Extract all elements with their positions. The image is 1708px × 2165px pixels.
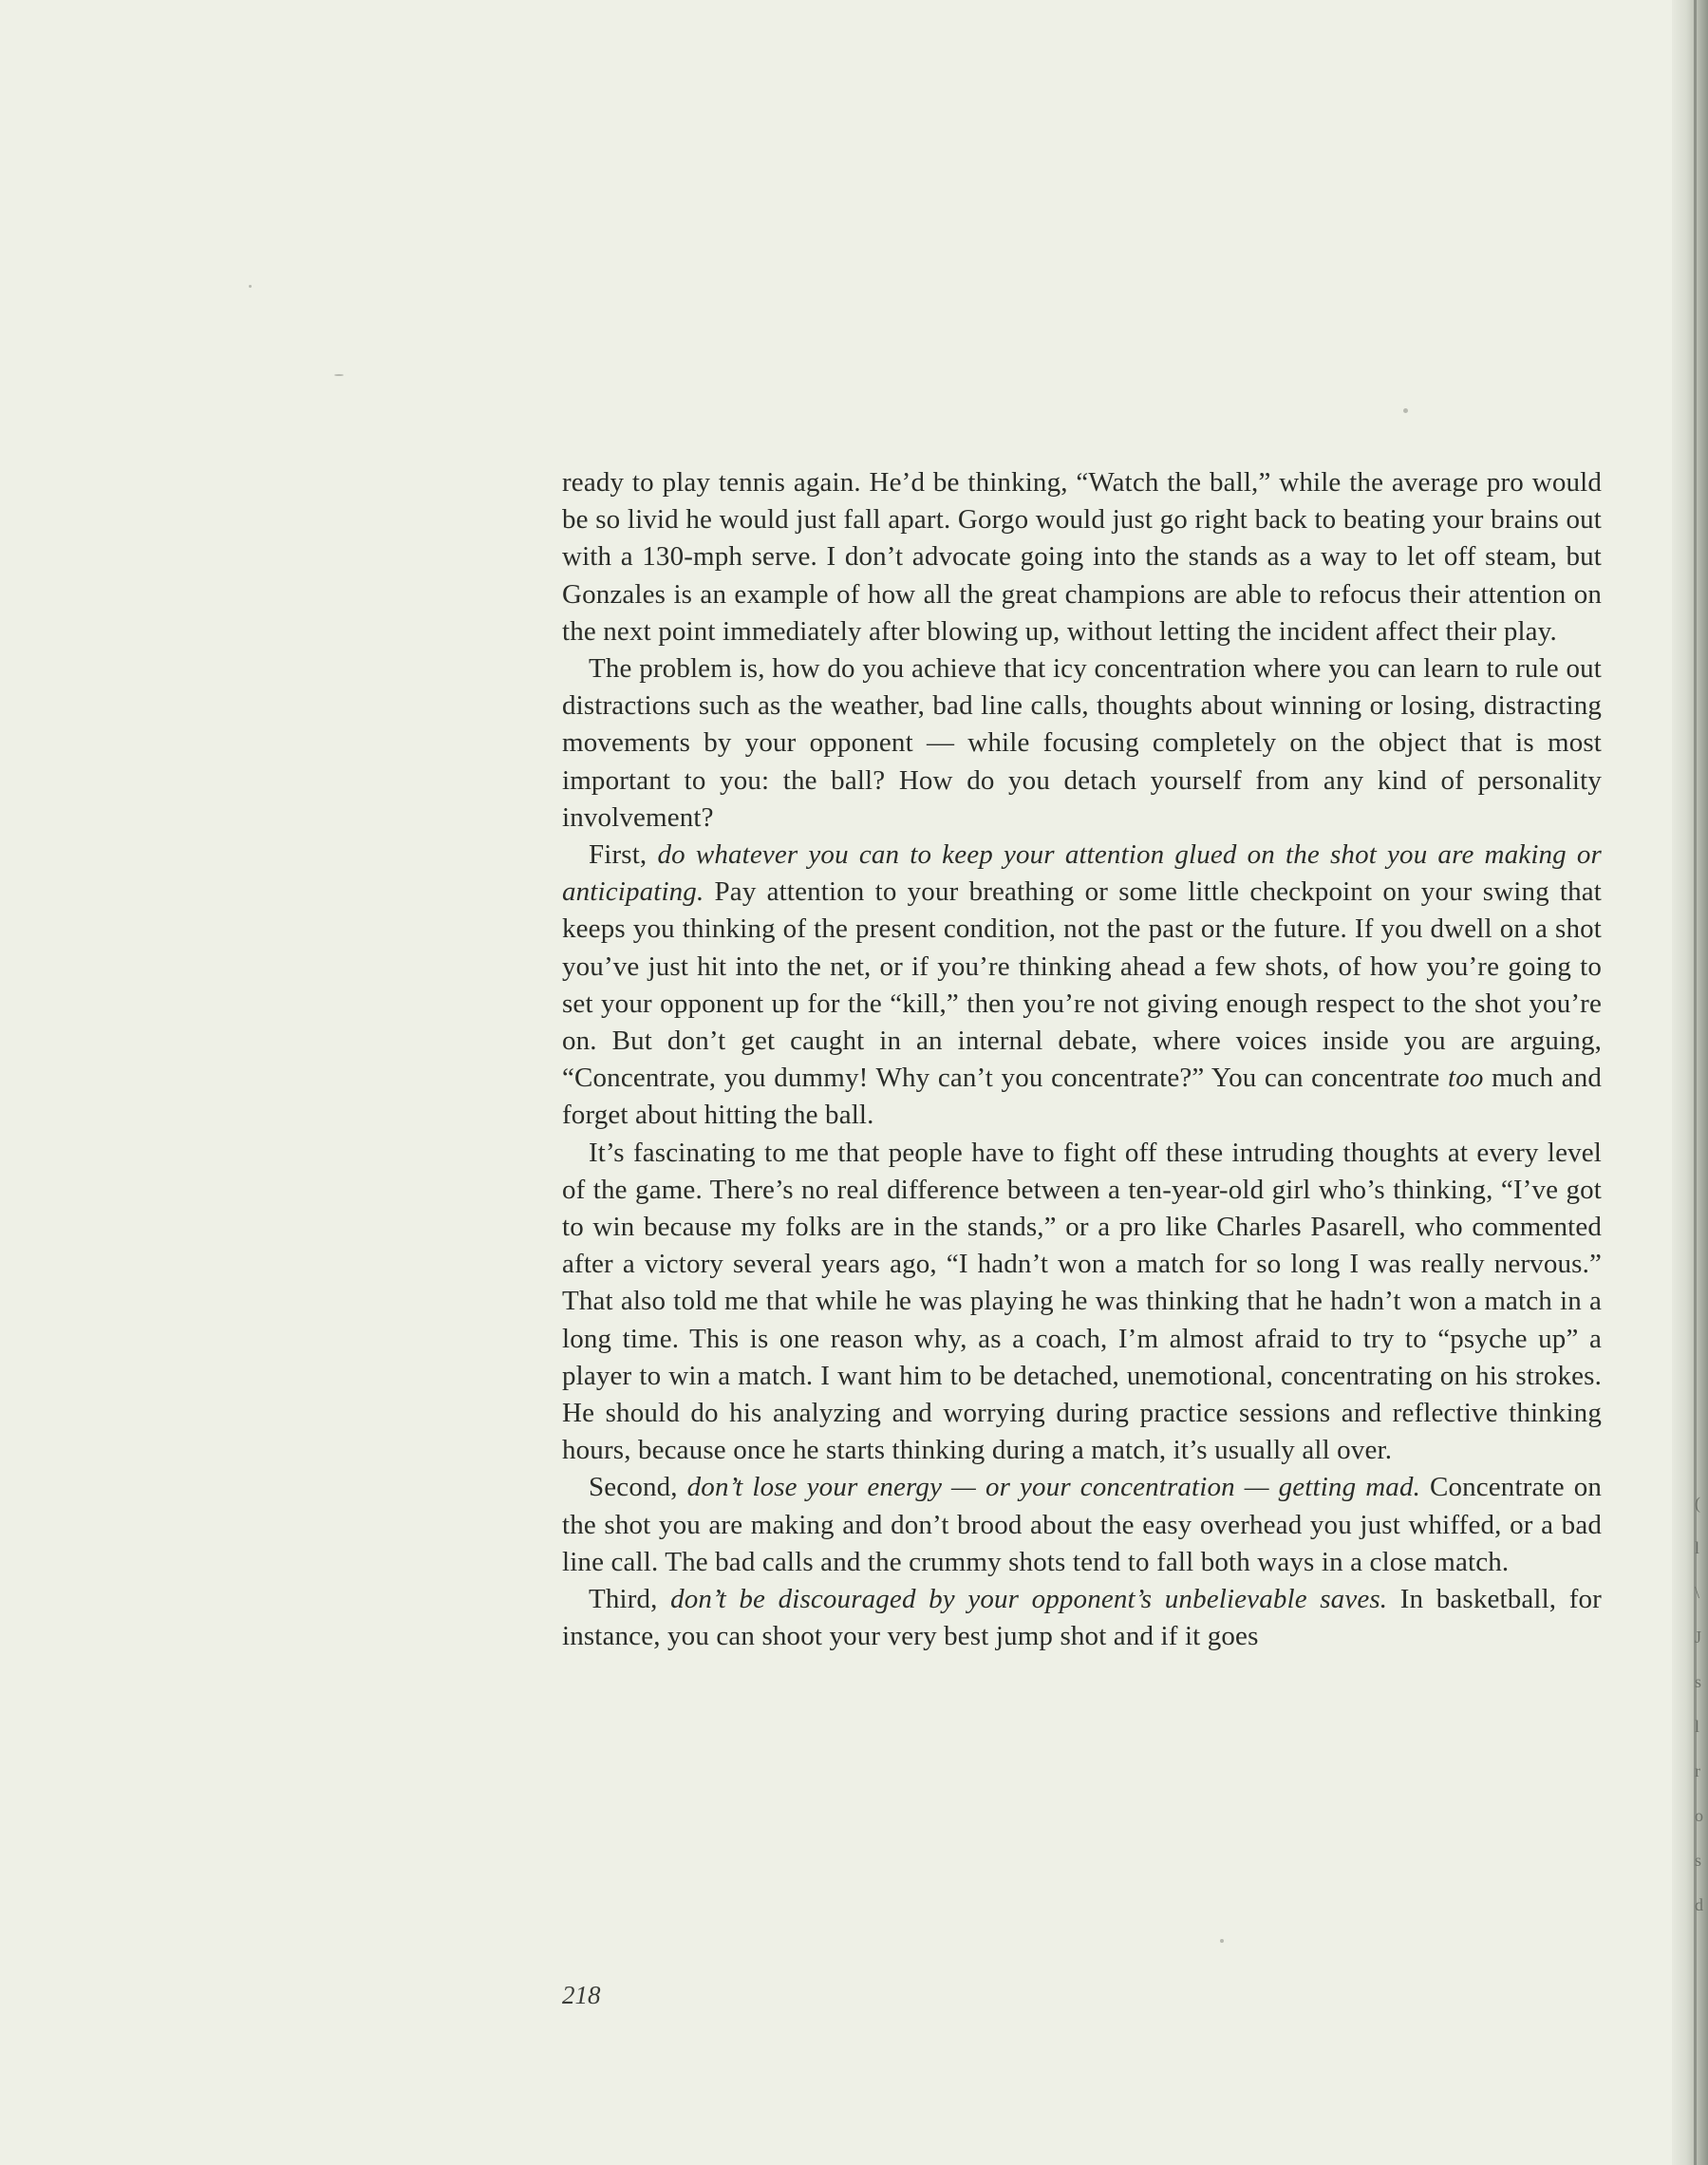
edge-letter: s xyxy=(1695,1851,1702,1870)
emphasis-text: do whatever you can to keep your attention glued on the shot you are making or anticipating. xyxy=(562,839,1602,908)
emphasis-text: don’t lose your energy — or your concentration — getting mad. xyxy=(686,1472,1420,1503)
text-run: Concentrate on the shot you are making and don’t brood about the easy overhead you just whiffed, or a bad line call. The bad calls and the crummy shots tend to fall both ways in a close match. xyxy=(562,1472,1602,1577)
paragraph xyxy=(562,1581,1602,1655)
adjacent-page-edge-text xyxy=(1695,1481,1708,1914)
edge-letter: r xyxy=(1695,1761,1700,1780)
text-run: In basketball, for instance, you can shoot your very best jump shot and if it goes xyxy=(562,1584,1602,1652)
edge-letter: ( xyxy=(1695,1494,1700,1513)
text-run: The problem is, how do you achieve that icy concentration where you can learn to rule out distractions such as the weather, bad line calls, thoughts about winning or losing, distracting movements by your opponent — while focusing completely on the object that is most important to you: the ball? How do you detach yourself from any kind of personality involvement? xyxy=(562,653,1602,833)
body-text xyxy=(562,464,1602,1656)
edge-letter: l xyxy=(1695,1717,1700,1736)
paper-speck xyxy=(249,285,252,288)
emphasis-text: too xyxy=(1448,1063,1484,1094)
text-run: It’s fascinating to me that people have to fight off these intruding thoughts at every level of the game. There’s no real difference between a ten-year-old girl who’s thinking, “I’ve got to win because my folks are in the stands,” or a pro like Charles Pasarell, who commented after a victory several years ago, “I hadn’t won a match for so long I was really nervous.” That also told me that while he was playing he was thinking that he hadn’t won a match in a long time. This is one reason why, as a coach, I’m almost afraid to try to “psyche up” a player to win a match. I want him to be detached, unemotional, concentrating on his strokes. He should do his analyzing and worrying during practice sessions and reflective thinking hours, because once he starts thinking during a match, it’s usually all over. xyxy=(562,1137,1602,1466)
text-run: Pay attention to your breathing or some little checkpoint on your swing that keeps you thinking of the present condition, not the past or the future. If you dwell on a shot you’ve just hit into the net, or if you’re thinking ahead a few shots, of how you’re going to set your opponent up for the “kill,” then you’re not giving enough respect to the shot you’re on. But don’t get caught in an internal debate, where voices inside you are arguing, “Concentrate, you dummy! Why can’t you concentrate?” You can concentrate xyxy=(562,876,1602,1094)
text-run: First, xyxy=(589,839,658,871)
edge-letter: \ xyxy=(1695,1583,1700,1602)
text-run: ready to play tennis again. He’d be thinking, “Watch the ball,” while the average pro would be so livid he would just fall apart. Gorgo would just go right back to beating your brains out with a 130-mph serve. I don’t advocate going into the stands as a way to let off steam, but Gonzales is an example of how all the great champions are able to refocus their attention on the next point immediately after blowing up, without letting the incident affect their play. xyxy=(562,467,1602,647)
paragraph xyxy=(562,1135,1602,1470)
text-run: Second, xyxy=(589,1472,687,1503)
edge-letter: d xyxy=(1695,1895,1703,1914)
page-number: 218 xyxy=(562,1981,601,2009)
edge-letter: o xyxy=(1695,1806,1703,1825)
paragraph xyxy=(562,464,1602,650)
paragraph xyxy=(562,650,1602,837)
text-run: Third, xyxy=(589,1584,671,1615)
paragraph xyxy=(562,837,1602,1135)
emphasis-text: don’t be discouraged by your opponent’s unbelievable saves. xyxy=(670,1584,1388,1615)
edge-letter: s xyxy=(1695,1672,1702,1691)
edge-letter: J xyxy=(1695,1628,1702,1647)
paper-speck xyxy=(1403,408,1408,413)
edge-letter: l xyxy=(1695,1538,1700,1557)
text-run: much and forget about hitting the ball. xyxy=(562,1063,1602,1131)
paper-speck xyxy=(1220,1939,1224,1943)
paper-speck xyxy=(334,374,344,376)
paragraph xyxy=(562,1469,1602,1581)
